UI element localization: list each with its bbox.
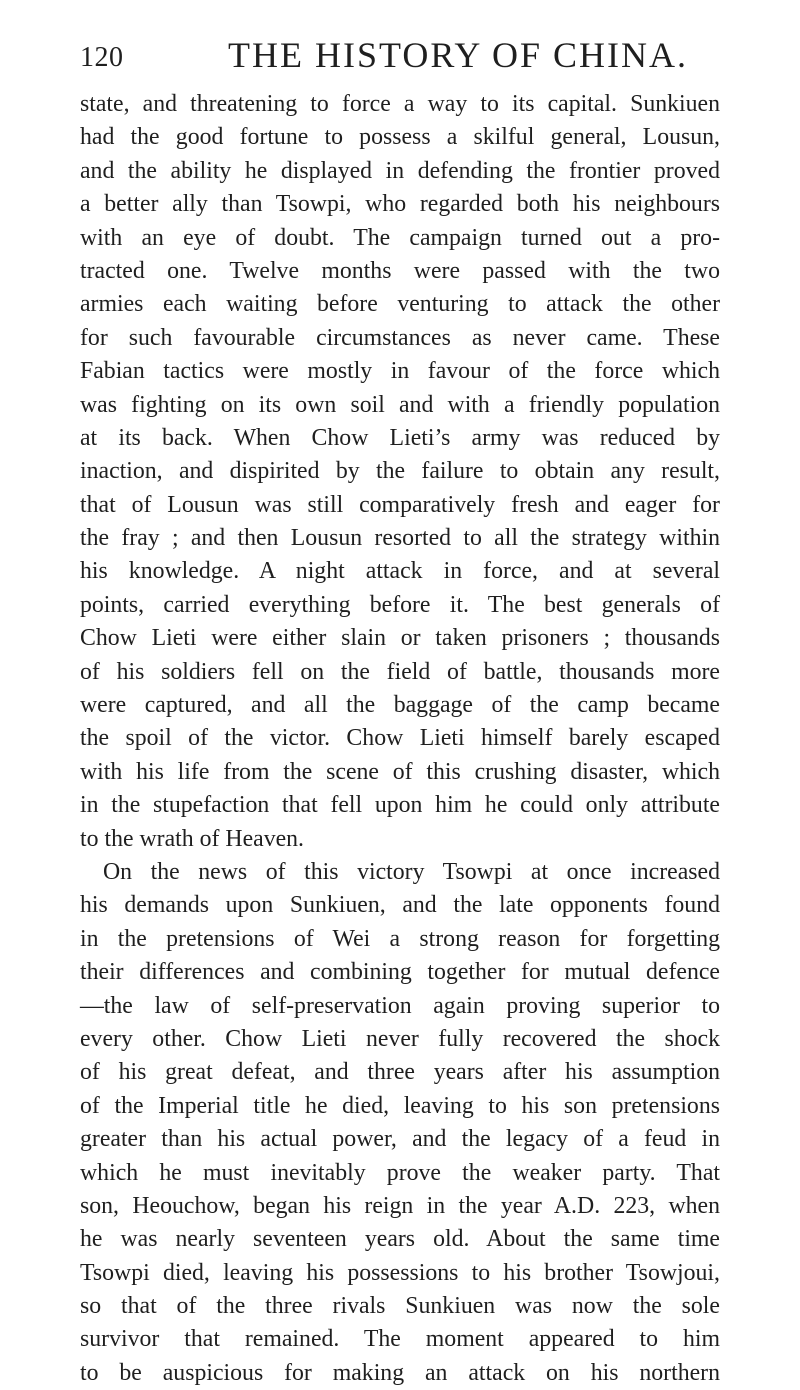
- text-line: with his life from the scene of this crushing disaster, which: [80, 758, 720, 785]
- text-line: the fray ; and then Lousun resorted to all the strategy within: [80, 525, 720, 552]
- text-line: Tsowpi died, leaving his possessions to his brother Tsowjoui,: [80, 1259, 720, 1286]
- text-line: which he must inevitably prove the weaker party. That: [80, 1159, 720, 1186]
- paragraph-1: [80, 88, 720, 856]
- text-line: son, Heouchow, began his reign in the year A.D. 223, when: [80, 1192, 720, 1219]
- text-line: so that of the three rivals Sunkiuen was now the sole: [80, 1293, 720, 1320]
- text-line: was fighting on its own soil and with a friendly population: [80, 391, 720, 418]
- text-line: his demands upon Sunkiuen, and the late opponents found: [80, 892, 720, 919]
- page-number: 120: [80, 42, 124, 73]
- text-line: Fabian tactics were mostly in favour of the force which: [80, 358, 720, 385]
- page-header: [80, 34, 720, 84]
- text-line: armies each waiting before venturing to attack the other: [80, 291, 720, 318]
- text-line: for such favourable circumstances as never came. These: [80, 324, 720, 351]
- running-title: THE HISTORY OF CHINA.: [228, 35, 689, 75]
- text-line: every other. Chow Lieti never fully recovered the shock: [80, 1025, 720, 1052]
- text-line: Chow Lieti were either slain or taken prisoners ; thousands: [80, 625, 720, 652]
- text-line: to the wrath of Heaven.: [80, 825, 305, 852]
- text-line: tracted one. Twelve months were passed with the two: [80, 257, 720, 284]
- text-line: with an eye of doubt. The campaign turned out a pro-: [80, 224, 720, 251]
- text-line: in the pretensions of Wei a strong reason for forgetting: [80, 925, 720, 952]
- text-line: and the ability he displayed in defending the frontier proved: [80, 157, 720, 184]
- text-line: at its back. When Chow Lieti’s army was reduced by: [80, 424, 720, 451]
- paragraph-2: [80, 856, 720, 1390]
- text-line: inaction, and dispirited by the failure to obtain any result,: [80, 458, 720, 485]
- text-line: —the law of self-preservation again proving superior to: [80, 992, 720, 1019]
- text-line: of the Imperial title he died, leaving to his son pretensions: [80, 1092, 720, 1119]
- text-line: of his great defeat, and three years after his assumption: [80, 1059, 720, 1086]
- text-line: a better ally than Tsowpi, who regarded both his neighbours: [80, 191, 720, 218]
- text-line: of his soldiers fell on the field of battle, thousands more: [80, 658, 720, 685]
- text-line: his knowledge. A night attack in force, and at several: [80, 558, 720, 585]
- text-line: were captured, and all the baggage of the camp became: [80, 692, 720, 719]
- text-line: to be auspicious for making an attack on his northern: [80, 1359, 720, 1386]
- text-line: greater than his actual power, and the legacy of a feud in: [80, 1126, 720, 1153]
- text-line: On the news of this victory Tsowpi at once increased: [103, 858, 720, 885]
- text-line: points, carried everything before it. The best generals of: [80, 591, 720, 618]
- text-line: survivor that remained. The moment appeared to him: [80, 1326, 720, 1353]
- text-line: he was nearly seventeen years old. About the same time: [80, 1226, 720, 1253]
- text-line: had the good fortune to possess a skilful general, Lousun,: [80, 124, 720, 151]
- text-line: in the stupefaction that fell upon him he could only attribute: [80, 792, 720, 819]
- text-line: their differences and combining together for mutual defence: [80, 959, 720, 986]
- body-text: [80, 88, 720, 1390]
- text-line: the spoil of the victor. Chow Lieti himself barely escaped: [80, 725, 720, 752]
- text-line: that of Lousun was still comparatively fresh and eager for: [80, 491, 720, 518]
- text-line: state, and threatening to force a way to its capital. Sunkiuen: [80, 91, 720, 117]
